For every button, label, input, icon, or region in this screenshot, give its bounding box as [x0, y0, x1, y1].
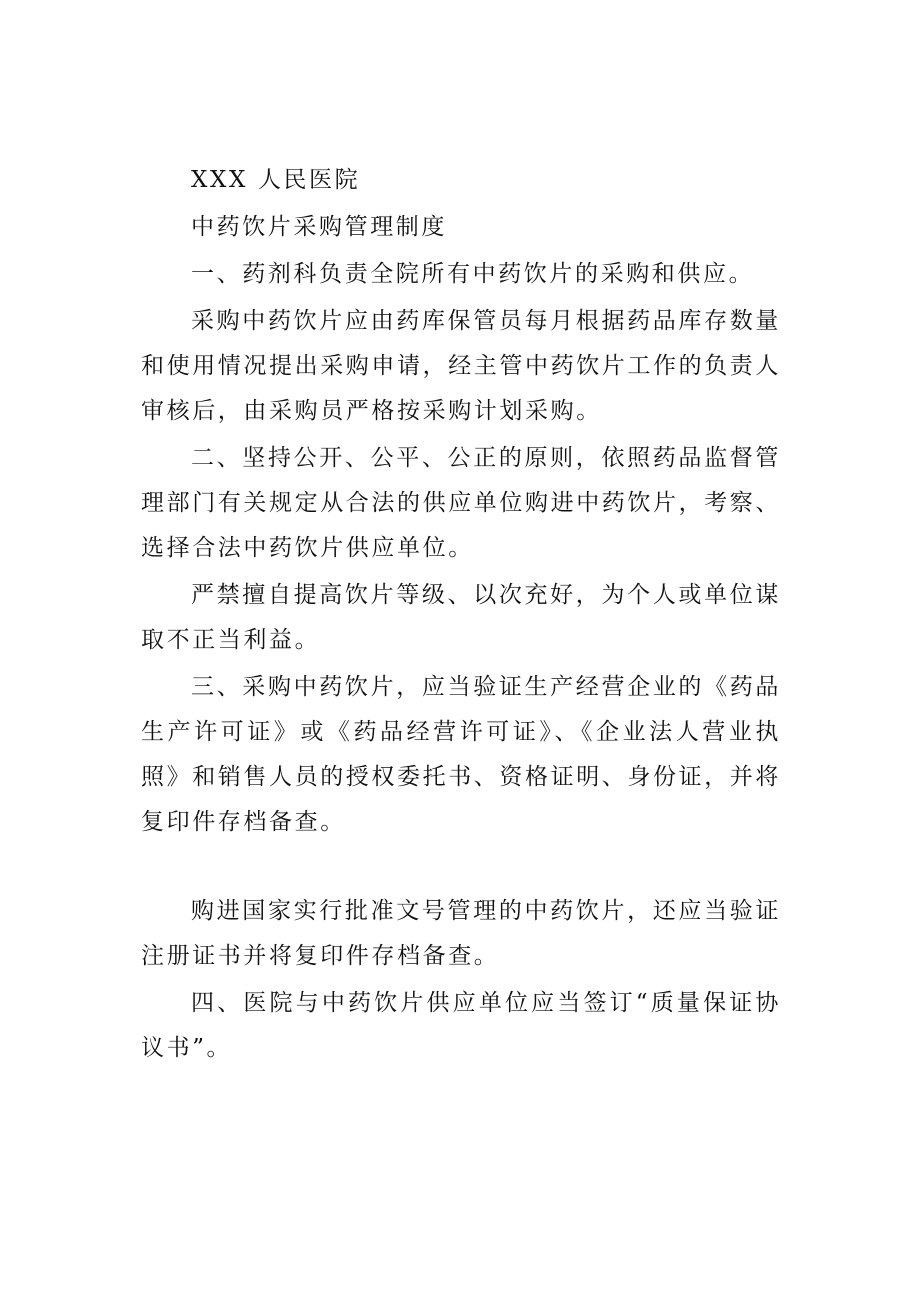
paragraph-7: 四、医院与中药饮片供应单位应当签订“质量保证协议书”。: [141, 990, 781, 1061]
paragraph-6: 购进国家实行批准文号管理的中药饮片，还应当验证注册证书并将复印件存档备查。: [141, 898, 781, 969]
paragraph-5: 三、采购中药饮片，应当验证生产经营企业的《药品生产许可证》或《药品经营许可证》、《企业法人营业执照》和销售人员的授权委托书、资格证明、身份证，并将复印件存档备查。: [141, 674, 781, 835]
paragraph-3: 二、坚持公开、公平、公正的原则，依照药品监督管理部门有关规定从合法的供应单位购进中药饮片，考察、选择合法中药饮片供应单位。: [141, 445, 781, 561]
document-title: 中药饮片采购管理制度: [191, 214, 447, 240]
paragraph-1: 一、药剂科负责全院所有中药饮片的采购和供应。: [191, 261, 755, 287]
hospital-name: XXX 人民医院: [191, 167, 361, 193]
paragraph-4: 严禁擅自提高饮片等级、以次充好，为个人或单位谋取不正当利益。: [141, 582, 781, 653]
document-body: [141, 158, 781, 1071]
paragraph-2: 采购中药饮片应由药库保管员每月根据药品库存数量和使用情况提出采购申请，经主管中药饮片工作的负责人审核后，由采购员严格按采购计划采购。: [141, 308, 781, 424]
